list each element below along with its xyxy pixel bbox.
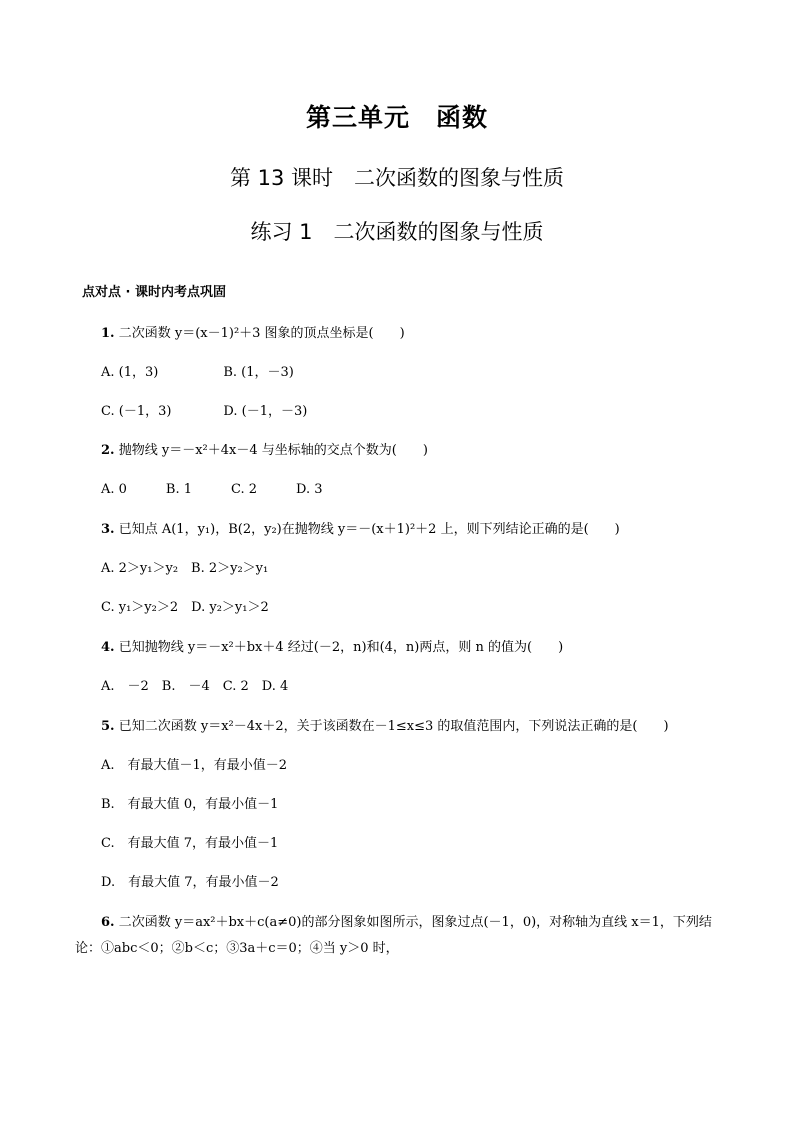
question-text: 二次函数 y＝ax²＋bx＋c(a≠0)的部分图象如图所示，图象过点(－1，0)，对称轴为直线 x＝1，下列结论：①abc＜0；②b＜c；③3a＋c＝0；④当 y＞0 时，	[75, 915, 712, 956]
question-1-options-row-1: A. (1，3) B. (1，－3)	[101, 365, 294, 380]
question-1-stem	[101, 325, 405, 343]
question-number: 5.	[101, 719, 115, 734]
question-5-option-b: B. 有最大值 0，有最小值－1	[101, 797, 279, 812]
section-label: 点对点 · 课时内考点巩固	[82, 285, 226, 300]
question-3-stem	[101, 521, 620, 539]
lesson-title: 第 13 课时 二次函数的图象与性质	[229, 166, 565, 190]
question-5-option-d: D. 有最大值 7，有最小值－2	[101, 875, 279, 890]
question-text: 抛物线 y＝－x²＋4x－4 与坐标轴的交点个数为( )	[118, 443, 428, 458]
question-number: 2.	[101, 443, 115, 458]
question-2-stem	[101, 442, 428, 460]
question-6-stem	[75, 910, 725, 962]
question-5-option-a: A. 有最大值－1，有最小值－2	[101, 758, 288, 773]
question-text: 已知点 A(1，y₁)，B(2，y₂)在抛物线 y＝－(x＋1)²＋2 上，则下列结论正确的是( )	[118, 522, 620, 537]
question-number: 1.	[101, 326, 115, 341]
question-number: 3.	[101, 522, 115, 537]
question-number: 4.	[101, 640, 115, 655]
question-5-option-c: C. 有最大值 7，有最小值－1	[101, 836, 279, 851]
question-3-options-row-2: C. y₁＞y₂＞2 D. y₂＞y₁＞2	[101, 600, 269, 615]
question-2-options-row-1: A. 0 B. 1 C. 2 D. 3	[101, 482, 323, 497]
question-text: 二次函数 y＝(x－1)²＋3 图象的顶点坐标是( )	[118, 326, 405, 341]
question-5-stem	[101, 718, 669, 736]
question-3-options-row-1: A. 2＞y₁＞y₂ B. 2＞y₂＞y₁	[101, 561, 269, 576]
exercise-title: 练习 1 二次函数的图象与性质	[250, 220, 544, 244]
question-4-stem	[101, 639, 563, 657]
question-number: 6.	[101, 915, 115, 930]
unit-title: 第三单元 函数	[305, 103, 488, 132]
question-1-options-row-2: C. (－1，3) D. (－1，－3)	[101, 404, 308, 419]
question-text: 已知二次函数 y＝x²－4x＋2，关于该函数在－1≤x≤3 的取值范围内，下列说法正确的是( )	[118, 719, 669, 734]
question-4-options-row-1: A. －2 B. －4 C. 2 D. 4	[101, 679, 289, 694]
question-text: 已知抛物线 y＝－x²＋bx＋4 经过(－2，n)和(4，n)两点，则 n 的值为( )	[118, 640, 564, 655]
